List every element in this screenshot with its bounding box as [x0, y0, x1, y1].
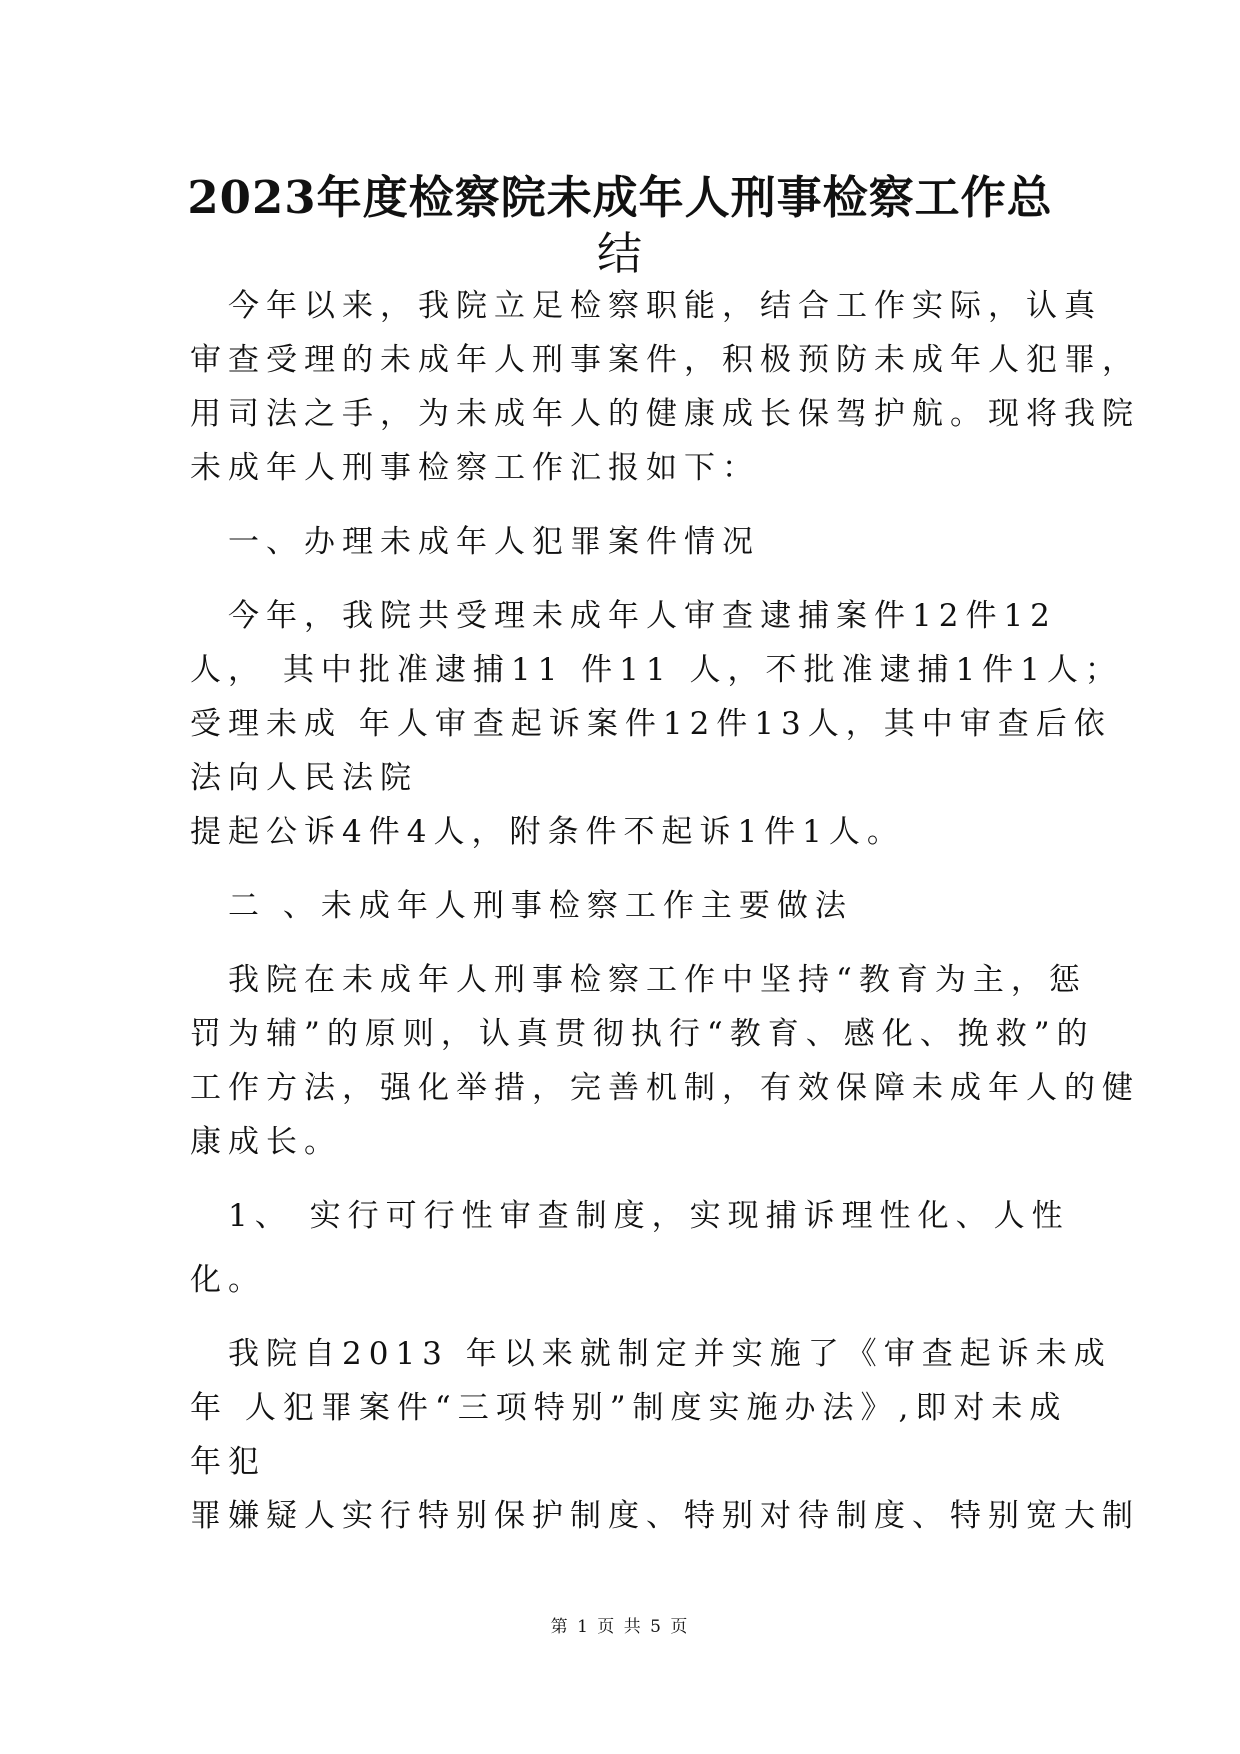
page-footer: 第 1 页 共 5 页 — [550, 1617, 690, 1637]
title-line-2: 结 — [596, 227, 643, 280]
body-line: 我院自2013 年以来就制定并实施了《审查起诉未成 — [190, 1336, 1112, 1372]
document-title — [150, 170, 1090, 282]
body-line: 未成年人刑事检察工作汇报如下： — [190, 450, 760, 486]
body-line: 法向人民法院 — [190, 760, 418, 796]
section-heading: 二 、未成年人刑事检察工作主要做法 — [190, 888, 853, 924]
body-line: 用司法之手，为未成年人的健康成长保驾护航。现将我院 — [190, 396, 1140, 432]
subsection-heading: 化。 — [190, 1262, 266, 1298]
body-line: 罚为辅”的原则，认真贯彻执行“教育、感化、挽救”的 — [190, 1016, 1095, 1052]
body-line: 罪嫌疑人实行特别保护制度、特别对待制度、特别宽大制 — [190, 1498, 1140, 1534]
body-line: 审查受理的未成年人刑事案件，积极预防未成年人犯罪， — [190, 342, 1140, 378]
title-line-1: 2023年度检察院未成年人刑事检察工作总 — [187, 171, 1053, 224]
body-line: 我院在未成年人刑事检察工作中坚持“教育为主，惩 — [190, 962, 1087, 998]
subsection-heading: 1、 实行可行性审查制度，实现捕诉理性化、人性 — [190, 1198, 1070, 1234]
body-line: 人， 其中批准逮捕11 件11 人，不批准逮捕1件1人； — [190, 652, 1123, 688]
body-line: 今年，我院共受理未成年人审查逮捕案件12件12 — [190, 598, 1057, 634]
section-heading: 一、办理未成年人犯罪案件情况 — [190, 524, 760, 560]
body-line: 工作方法，强化举措，完善机制，有效保障未成年人的健 — [190, 1070, 1140, 1106]
body-line: 年犯 — [190, 1444, 266, 1480]
body-line: 康成长。 — [190, 1124, 342, 1160]
body-line: 提起公诉4件4人，附条件不起诉1件1人。 — [190, 814, 905, 850]
body-line: 年 人犯罪案件“三项特别”制度实施办法》,即对未成 — [190, 1390, 1068, 1426]
body-line: 受理未成 年人审查起诉案件12件13人，其中审查后依 — [190, 706, 1112, 742]
body-line: 今年以来，我院立足检察职能，结合工作实际，认真 — [190, 288, 1102, 324]
